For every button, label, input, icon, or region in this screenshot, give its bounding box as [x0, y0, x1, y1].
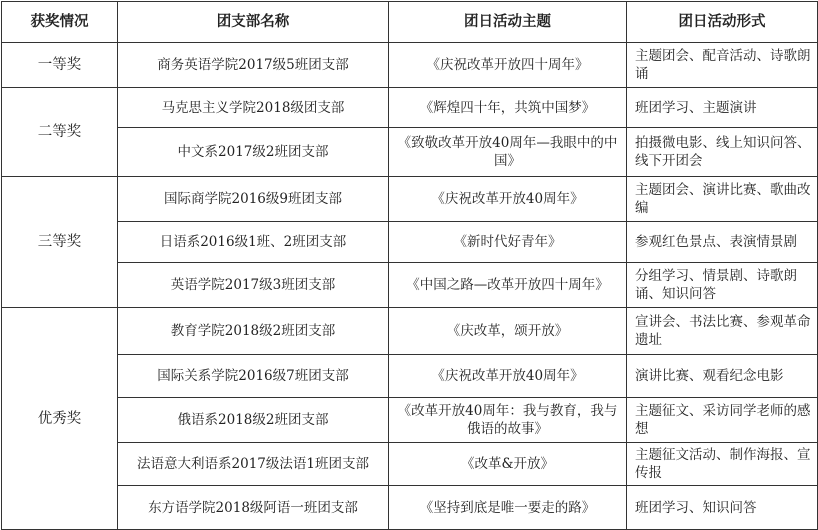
theme-cell: 《坚持到底是唯一要走的路》	[389, 486, 627, 530]
branch-cell: 中文系2017级2班团支部	[118, 128, 389, 177]
header-row	[2, 2, 818, 43]
form-cell: 拍摄微电影、线上知识问答、线下开团会	[627, 128, 818, 177]
branch-cell: 商务英语学院2017级5班团支部	[118, 43, 389, 88]
table-row	[2, 88, 818, 128]
branch-cell: 法语意大利语系2017级法语1班团支部	[118, 443, 389, 486]
table-row	[2, 177, 818, 222]
form-cell: 主题征文、采访同学老师的感想	[627, 398, 818, 443]
award-third: 三等奖	[2, 177, 118, 308]
branch-cell: 日语系2016级1班、2班团支部	[118, 222, 389, 263]
theme-cell: 《新时代好青年》	[389, 222, 627, 263]
form-cell: 主题团会、配音活动、诗歌朗诵	[627, 43, 818, 88]
table-row	[2, 128, 818, 177]
branch-cell: 国际商学院2016级9班团支部	[118, 177, 389, 222]
theme-cell: 《辉煌四十年，共筑中国梦》	[389, 88, 627, 128]
table-row	[2, 308, 818, 355]
form-cell: 宣讲会、书法比赛、参观革命遗址	[627, 308, 818, 355]
theme-cell: 《庆祝改革开放40周年》	[389, 355, 627, 398]
theme-cell: 《致敬改革开放40周年—我眼中的中国》	[389, 128, 627, 177]
table-row	[2, 398, 818, 443]
theme-cell: 《中国之路—改革开放四十周年》	[389, 263, 627, 308]
theme-cell: 《改革&开放》	[389, 443, 627, 486]
table-row	[2, 355, 818, 398]
branch-cell: 国际关系学院2016级7班团支部	[118, 355, 389, 398]
table-row	[2, 43, 818, 88]
header-form: 团日活动形式	[627, 2, 818, 43]
theme-cell: 《庆祝改革开放40周年》	[389, 177, 627, 222]
table-row	[2, 263, 818, 308]
award-first: 一等奖	[2, 43, 118, 88]
award-excellent: 优秀奖	[2, 308, 118, 530]
header-branch: 团支部名称	[118, 2, 389, 43]
form-cell: 班团学习、主题演讲	[627, 88, 818, 128]
form-cell: 演讲比赛、观看纪念电影	[627, 355, 818, 398]
form-cell: 班团学习、知识问答	[627, 486, 818, 530]
theme-cell: 《庆祝改革开放四十周年》	[389, 43, 627, 88]
table-row	[2, 222, 818, 263]
header-theme: 团日活动主题	[389, 2, 627, 43]
award-second: 二等奖	[2, 88, 118, 177]
theme-cell: 《改革开放40周年：我与教育，我与俄语的故事》	[389, 398, 627, 443]
award-table	[1, 1, 818, 530]
branch-cell: 英语学院2017级3班团支部	[118, 263, 389, 308]
form-cell: 参观红色景点、表演情景剧	[627, 222, 818, 263]
form-cell: 主题征文活动、制作海报、宣传报	[627, 443, 818, 486]
branch-cell: 东方语学院2018级阿语一班团支部	[118, 486, 389, 530]
theme-cell: 《庆改革，颂开放》	[389, 308, 627, 355]
form-cell: 主题团会、演讲比赛、歌曲改编	[627, 177, 818, 222]
form-cell: 分组学习、情景剧、诗歌朗诵、知识问答	[627, 263, 818, 308]
header-award: 获奖情况	[2, 2, 118, 43]
branch-cell: 俄语系2018级2班团支部	[118, 398, 389, 443]
table-row	[2, 443, 818, 486]
branch-cell: 马克思主义学院2018级团支部	[118, 88, 389, 128]
branch-cell: 教育学院2018级2班团支部	[118, 308, 389, 355]
